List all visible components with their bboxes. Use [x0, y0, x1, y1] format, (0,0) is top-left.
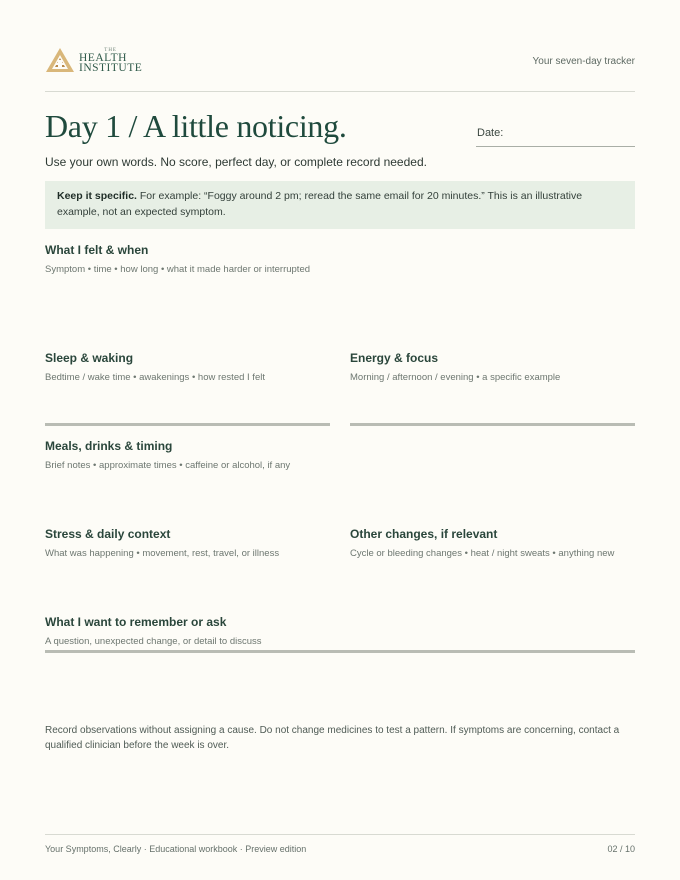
date-field-line[interactable] [476, 146, 635, 147]
section-other-hint: Cycle or bleeding changes • heat / night sweats • anything new [350, 548, 615, 559]
date-label: Date: [477, 127, 504, 139]
section-meals-title: Meals, drinks & timing [45, 439, 173, 453]
section-sleep-hint: Bedtime / wake time • awakenings • how rested I felt [45, 372, 265, 383]
tracker-label: Your seven-day tracker [532, 56, 635, 67]
logo-line-1: HEALTH [79, 51, 127, 64]
footer-divider [45, 834, 635, 835]
section-remember-title: What I want to remember or ask [45, 615, 227, 629]
section-energy-hint: Morning / afternoon / evening • a specific example [350, 372, 561, 383]
section-stress-hint: What was happening • movement, rest, travel, or illness [45, 548, 280, 559]
sleep-writing-line[interactable] [45, 423, 330, 426]
section-sleep-title: Sleep & waking [45, 351, 134, 365]
section-stress-title: Stress & daily context [45, 527, 171, 541]
disclaimer-text: Record observations without assigning a cause. Do not change medicines to test a pattern. If symptoms are concerning, contact a qualified clinician before the week is over. [45, 725, 620, 751]
callout-text: For example: “Foggy around 2 pm; reread the same email for 20 minutes.” This is an illustrative example, not an expected symptom. [57, 190, 583, 218]
callout-lead: Keep it specific. [57, 190, 137, 202]
section-felt-title: What I felt & when [45, 243, 149, 257]
health-institute-logo [45, 46, 142, 74]
section-meals-hint: Brief notes • approximate times • caffeine or alcohol, if any [45, 460, 291, 471]
section-felt-hint: Symptom • time • how long • what it made harder or interrupted [45, 264, 311, 275]
page-title: Day 1 / A little noticing. [45, 108, 347, 144]
logo-small-text: THE [104, 47, 117, 53]
page-header [45, 46, 635, 92]
energy-writing-line[interactable] [350, 423, 635, 426]
logo-line-2: INSTITUTE [79, 61, 143, 74]
tip-callout [45, 181, 635, 229]
section-other-title: Other changes, if relevant [350, 527, 498, 541]
page-number: 02 / 10 [607, 844, 635, 854]
section-remember-hint: A question, unexpected change, or detail to discuss [45, 636, 262, 647]
remember-writing-line[interactable] [45, 650, 635, 653]
footer-edition: Your Symptoms, Clearly · Educational workbook · Preview edition [45, 844, 307, 854]
page-subtitle: Use your own words. No score, perfect day, or complete record needed. [45, 155, 427, 169]
mountain-logo-icon [45, 46, 75, 74]
section-energy-title: Energy & focus [350, 351, 439, 365]
